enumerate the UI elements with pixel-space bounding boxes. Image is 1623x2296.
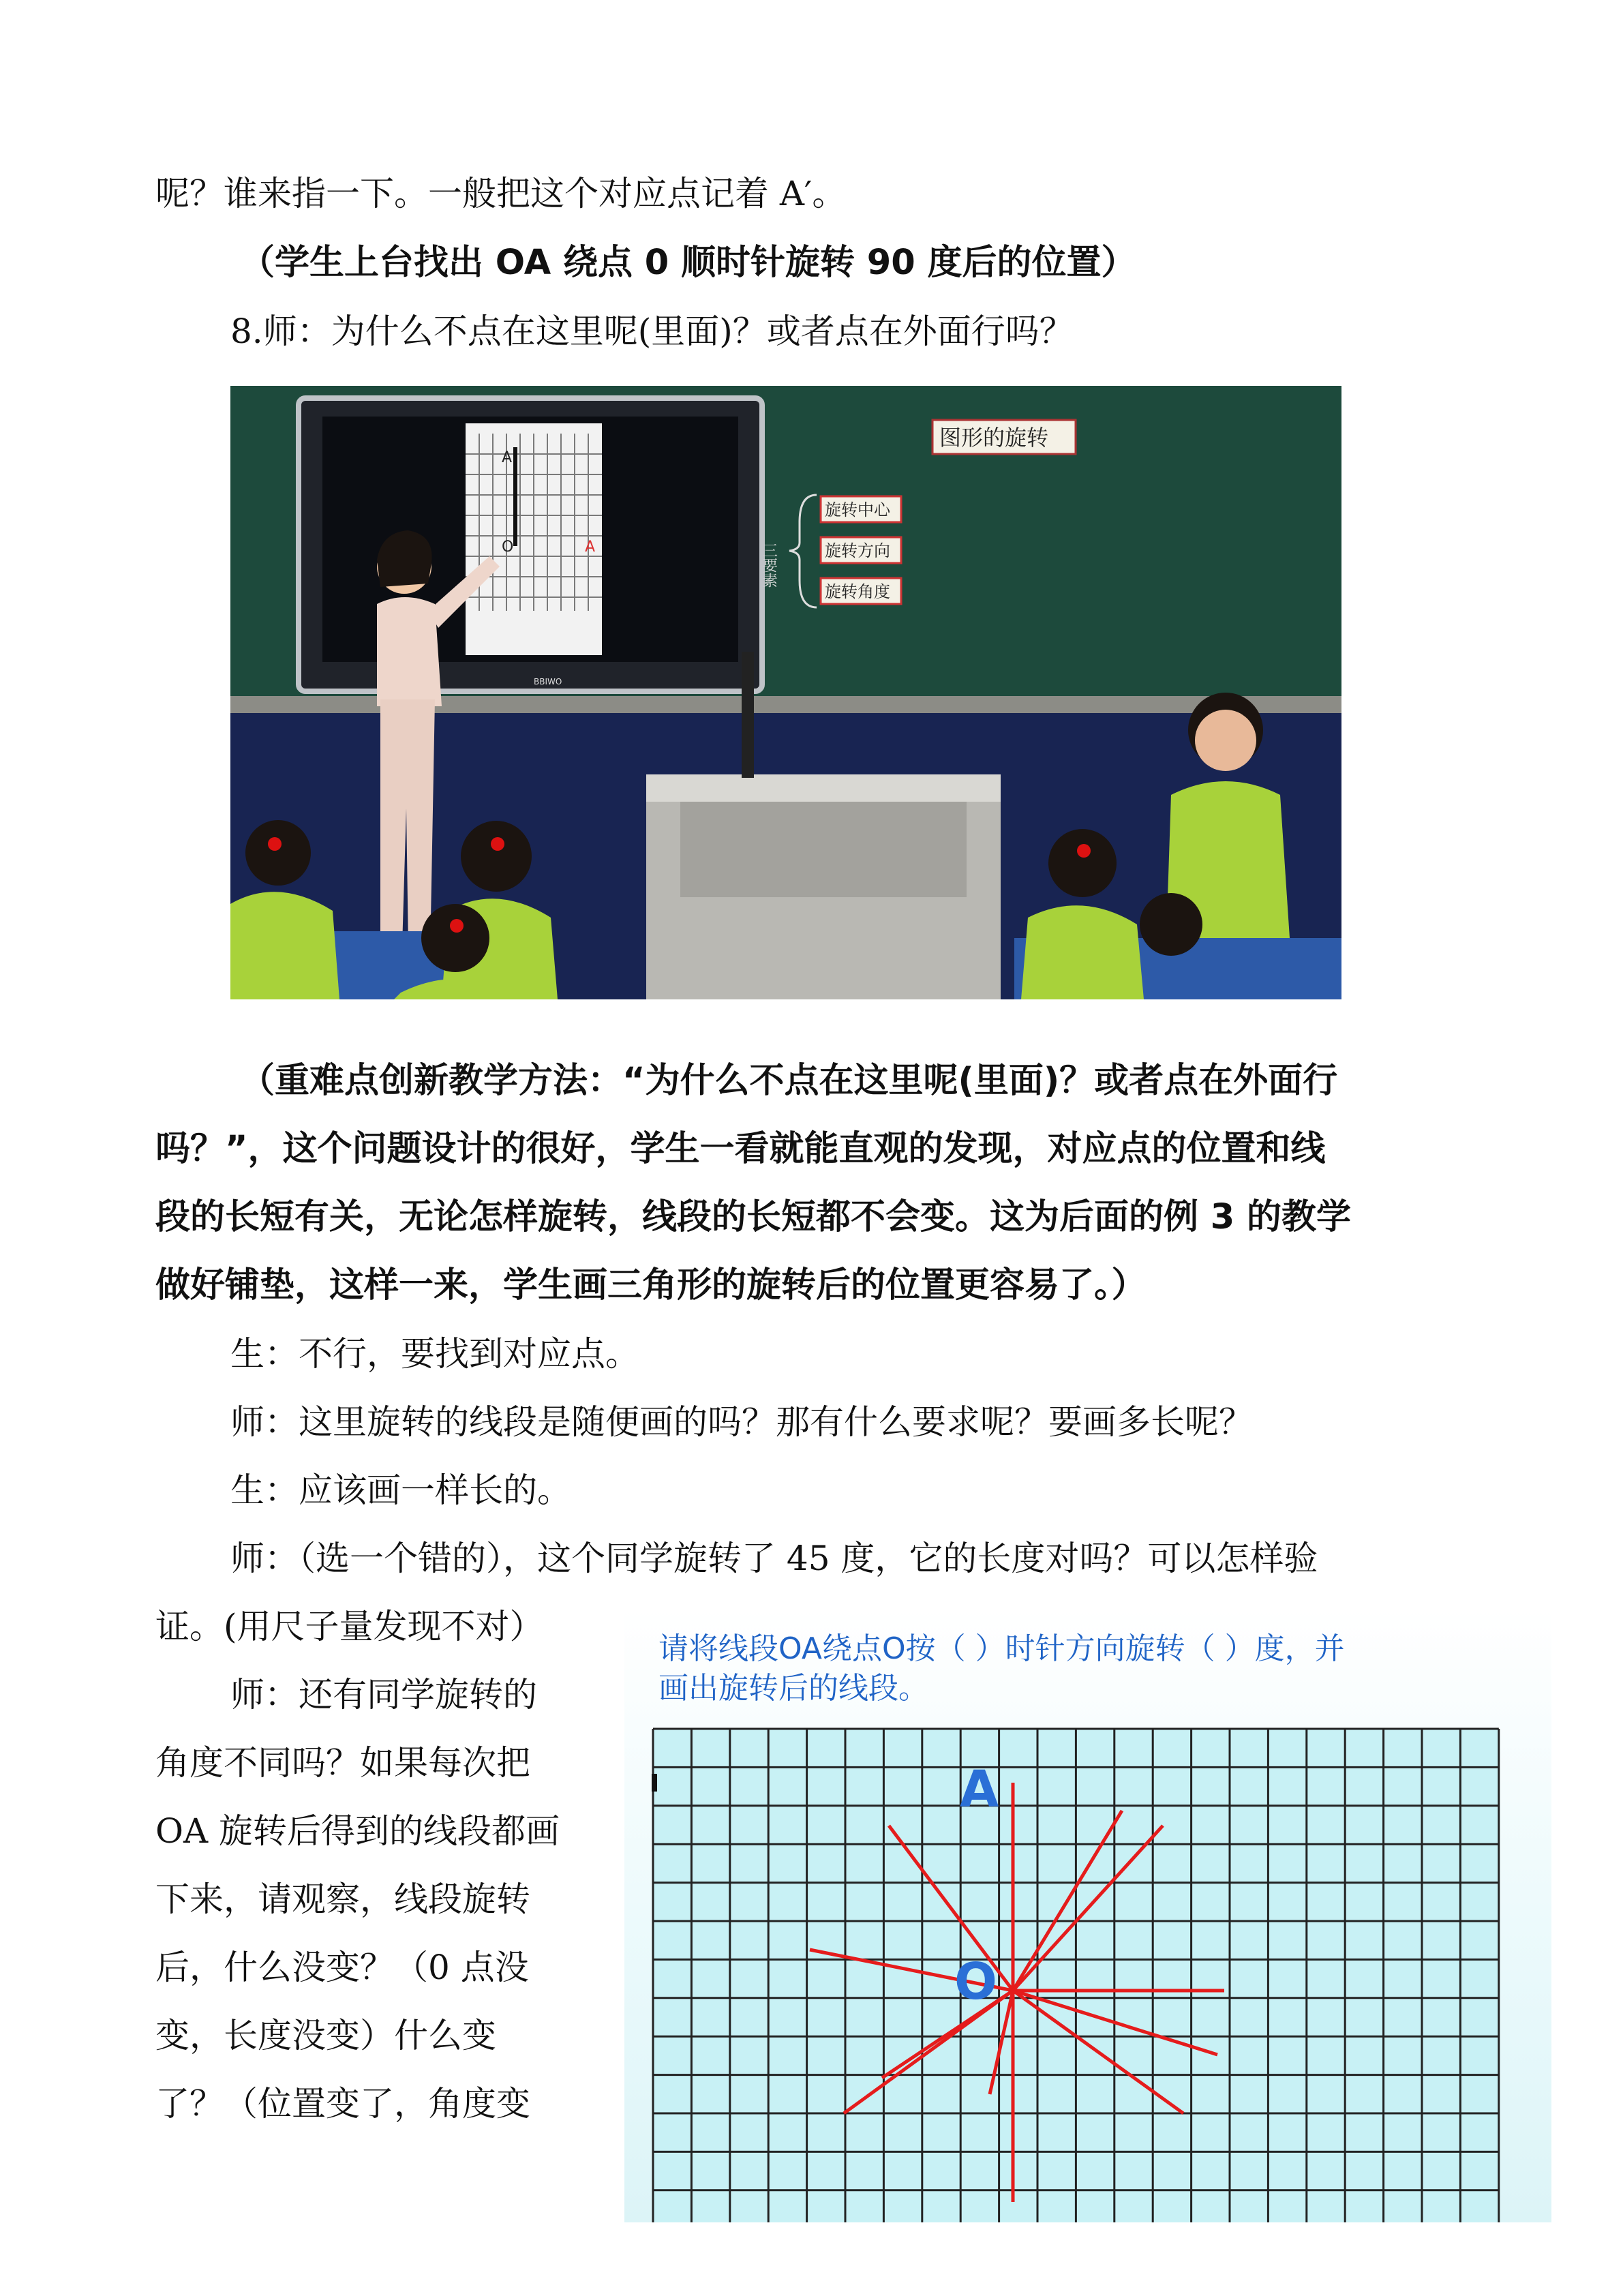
note-line-4: 做好铺垫，这样一来，学生画三角形的旋转后的位置更容易了。） [155, 1265, 1147, 1305]
classroom-photo [230, 386, 1341, 999]
side-line-3: OA 旋转后得到的线段都画 [155, 1811, 560, 1851]
dialogue-line-3: 生：应该画一样长的。 [230, 1470, 571, 1510]
grid-lines [653, 1729, 1499, 2222]
note-line-1: （重难点创新教学方法：“为什么不点在这里呢(里面)？或者点在外面行 [240, 1061, 1338, 1101]
rotation-grid-figure [624, 1609, 1551, 2222]
board-title: 图形的旋转 [939, 425, 1049, 451]
dialogue-line-1: 生：不行，要找到对应点。 [230, 1334, 639, 1374]
rotation-grid [624, 1609, 1551, 2222]
screen-brand: BBIWO [534, 677, 562, 686]
note-line-2: 吗？”，这个问题设计的很好，学生一看就能直观的发现，对应点的位置和线 [155, 1129, 1326, 1169]
paragraph-line-3: 8.师：为什么不点在这里呢(里面)？或者点在外面行吗？ [230, 312, 1074, 351]
point-a-label: A [960, 1760, 999, 1819]
board-brace-label: 三要素 [760, 543, 778, 588]
grid-caption-line-2: 画出旋转后的线段。 [658, 1671, 928, 1706]
paragraph-line-1: 呢？谁来指一下。一般把这个对应点记着 A′。 [155, 174, 847, 213]
screen-letter-a-prime: A [585, 539, 596, 556]
side-line-2: 角度不同吗？如果每次把 [155, 1743, 530, 1783]
classroom-illustration [230, 386, 1341, 999]
paragraph-line-2: （学生上台找出 OA 绕点 0 顺时针旋转 90 度后的位置） [240, 243, 1136, 283]
screen-letter-o: O [502, 539, 514, 556]
grid-marker [652, 1774, 657, 1792]
board-tag-angle: 旋转角度 [825, 582, 890, 601]
side-line-6: 变，长度没变）什么变 [155, 2016, 496, 2055]
point-o-label: O [954, 1952, 997, 2011]
dialogue-line-4: 师：（选一个错的），这个同学旋转了 45 度，它的长度对吗？可以怎样验 [230, 1539, 1318, 1578]
side-line-5: 后，什么没变？（0 点没 [155, 1948, 529, 1987]
note-line-3: 段的长短有关，无论怎样旋转，线段的长短都不会变。这为后面的例 3 的教学 [155, 1197, 1352, 1237]
board-tag-direction: 旋转方向 [825, 541, 890, 560]
screen-letter-a: A [502, 449, 513, 466]
side-line-4: 下来，请观察，线段旋转 [155, 1879, 530, 1919]
dialogue-line-2: 师：这里旋转的线段是随便画的吗？那有什么要求呢？要画多长呢？ [230, 1402, 1253, 1442]
grid-caption-line-1: 请将线段OA绕点O按（ ）时针方向旋转（ ）度，并 [658, 1631, 1345, 1666]
side-line-7: 了？（位置变了，角度变 [155, 2084, 530, 2124]
dialogue-line-5: 证。(用尺子量发现不对） [155, 1607, 544, 1646]
side-line-1: 师：还有同学旋转的 [230, 1675, 537, 1715]
board-tag-center: 旋转中心 [825, 500, 890, 519]
